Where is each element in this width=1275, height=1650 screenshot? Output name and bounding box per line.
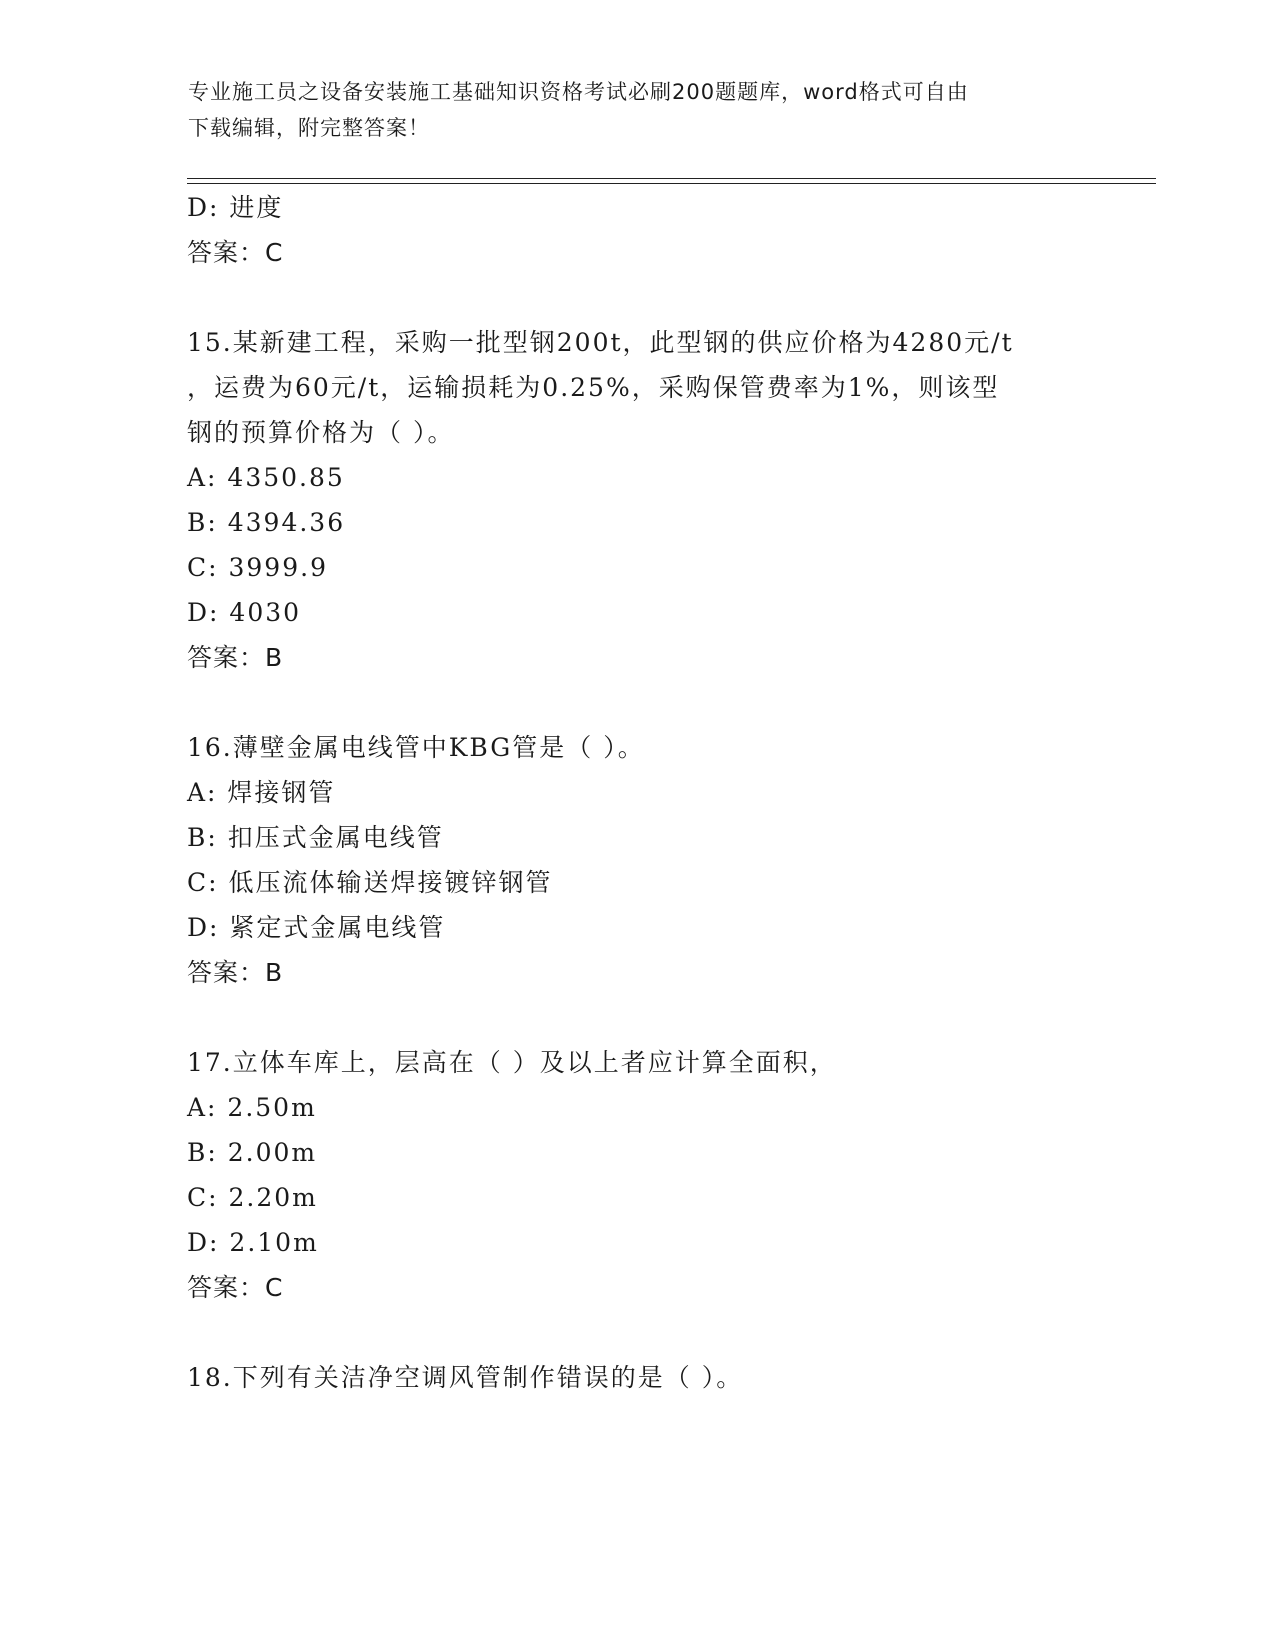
q17-text-line-1: 17.立体车库上，层高在（ ）及以上者应计算全面积， bbox=[187, 1048, 837, 1077]
q17-answer: 答案：C bbox=[187, 1273, 284, 1302]
q16-option-b: B: 扣压式金属电线管 bbox=[187, 823, 444, 852]
q17-option-a: A: 2.50m bbox=[187, 1093, 317, 1122]
q15-text-line-2: ，运费为60元/t，运输损耗为0.25%，采购保管费率为1%，则该型 bbox=[187, 373, 1000, 402]
q17-option-b: B: 2.00m bbox=[187, 1138, 318, 1167]
q16-answer: 答案：B bbox=[187, 958, 284, 987]
q15-option-c: C: 3999.9 bbox=[187, 553, 328, 582]
q15-option-d: D: 4030 bbox=[187, 598, 302, 627]
header-title-line-1: 专业施工员之设备安装施工基础知识资格考试必刷200题题库，word格式可自由 bbox=[188, 80, 969, 104]
q15-option-a: A: 4350.85 bbox=[187, 463, 345, 492]
prev-answer: 答案：C bbox=[187, 238, 284, 267]
header-title-line-2: 下载编辑，附完整答案！ bbox=[188, 116, 430, 140]
q15-text-line-3: 钢的预算价格为（ ）。 bbox=[187, 418, 455, 447]
q17-option-c: C: 2.20m bbox=[187, 1183, 318, 1212]
prev-option-d: D: 进度 bbox=[187, 193, 284, 222]
q15-option-b: B: 4394.36 bbox=[187, 508, 346, 537]
q16-option-c: C: 低压流体输送焊接镀锌钢管 bbox=[187, 868, 553, 897]
q17-option-d: D: 2.10m bbox=[187, 1228, 319, 1257]
q16-option-d: D: 紧定式金属电线管 bbox=[187, 913, 446, 942]
q15-answer: 答案：B bbox=[187, 643, 284, 672]
q16-option-a: A: 焊接钢管 bbox=[187, 778, 336, 807]
q16-text-line-1: 16.薄壁金属电线管中KBG管是（ ）。 bbox=[187, 733, 645, 762]
q18-text-line-1: 18.下列有关洁净空调风管制作错误的是（ ）。 bbox=[187, 1363, 744, 1392]
q15-text-line-1: 15.某新建工程，采购一批型钢200t，此型钢的供应价格为4280元/t bbox=[187, 328, 1014, 357]
